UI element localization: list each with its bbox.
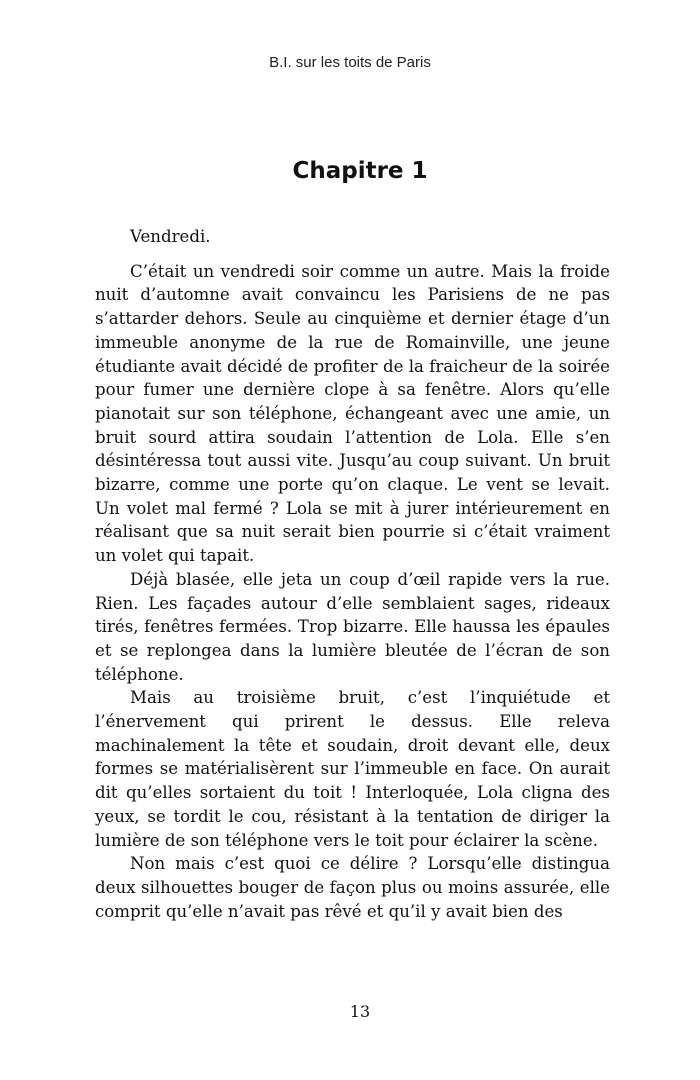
running-head: B.I. sur les toits de Paris (269, 54, 431, 71)
chapter-title: Chapitre 1 (292, 158, 428, 184)
paragraph-2: C’était un vendredi soir comme un autre. Mais la froide nuit d’automne avait convaincu les Parisiens de ne pas s’attarder dehors. Seule au cinquième et dernier étage d’un immeuble anonyme de la rue de Romainville, une jeune étudiante avait décidé de profiter de la fraicheur de la soirée pour fumer une dernière clope à sa fenêtre. Alors qu’elle pianotait sur son téléphone, échangeant avec une amie, un bruit sourd attira soudain l’attention de Lola. Elle s’en désintéressa tout aussi vite. Jusqu’au coup suivant. Un bruit bizarre, comme une porte qu’on claque. Le vent se levait. Un volet mal fermé ? Lola se mit à jurer intérieurement en réalisant que sa nuit serait bien pourrie si c’était vraiment un volet qui tapait. (95, 261, 610, 566)
paragraph-1: Vendredi. (130, 227, 211, 246)
paragraph-5: Non mais c’est quoi ce délire ? Lorsqu’elle distingua deux silhouettes bouger de façon plus ou moins assurée, elle comprit qu’elle n’avait pas rêvé et qu’il y avait bien des (95, 854, 610, 921)
paragraph-4: Mais au troisième bruit, c’est l’inquiétude et l’énervement qui prirent le dessus. Elle releva machinalement la tête et soudain, droit devant elle, deux formes se matérialisèrent sur l’immeuble en face. On aurait dit qu’elles sortaient du toit ! Interloquée, Lola cligna des yeux, se tordit le cou, résistant à la tentation de diriger la lumière de son téléphone vers le toit pour éclairer la scène. (95, 688, 610, 850)
body-text (95, 225, 610, 923)
page-number: 13 (349, 1002, 371, 1021)
paragraph-3: Déjà blasée, elle jeta un coup d’œil rapide vers la rue. Rien. Les façades autour d’elle semblaient sages, rideaux tirés, fenêtres fermées. Trop bizarre. Elle haussa les épaules et se replongea dans la lumière bleutée de l’écran de son téléphone. (95, 569, 610, 684)
